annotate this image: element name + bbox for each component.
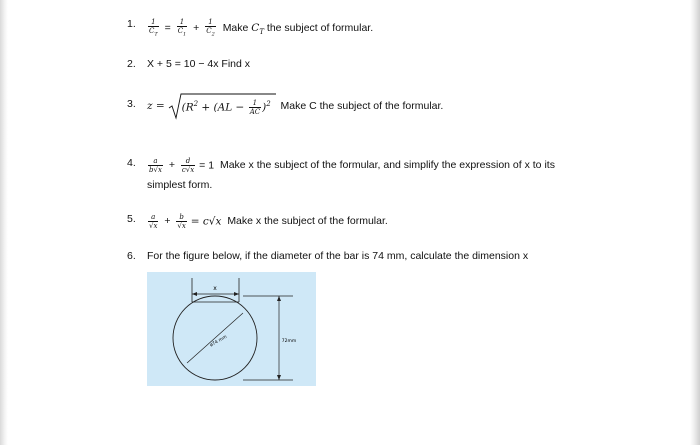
- page-edge-shadow-right: [690, 0, 700, 445]
- sqrt-content: ($R^2 + (AL$ − $\frac{1}{AC}$ )$^2$: [181, 99, 271, 116]
- question-4-continuation: simplest form.: [147, 179, 213, 191]
- question-body: [147, 157, 555, 174]
- instruction-text: Make: [222, 21, 252, 34]
- question-number: 6.: [127, 250, 136, 262]
- instruction-text-rest: the subject of formular.: [264, 21, 374, 34]
- question-number: 4.: [127, 157, 136, 169]
- question-number: 2.: [127, 58, 136, 70]
- fraction-b-over-root-x: $\frac{b}{√x}$: [177, 213, 186, 230]
- fraction-1-over-ct: $\frac{1}{C_T}$: [149, 18, 158, 38]
- fraction-a-over-b-root-x: $\frac{a}{b√x}$: [149, 157, 162, 174]
- instruction-text: Make x the subject of the formular.: [227, 215, 388, 228]
- bar-figure: [147, 272, 316, 386]
- page-edge-shadow-left: [0, 0, 8, 445]
- diameter-label: ø74 mm: [209, 334, 229, 349]
- lhs-z: z =: [147, 99, 165, 112]
- question-number: 5.: [127, 213, 136, 225]
- plus-sign: +: [164, 215, 171, 228]
- question-body: [147, 213, 388, 230]
- equals-sign: =: [164, 21, 171, 34]
- diameter-line: [187, 313, 243, 363]
- question-number: 1.: [127, 18, 136, 30]
- question-number: 3.: [127, 98, 136, 110]
- equals-one: = 1: [199, 159, 215, 172]
- question-body: [147, 92, 443, 120]
- rhs-c-root-x: = c√x: [190, 215, 222, 228]
- bar-diagram: [147, 272, 316, 386]
- fraction-1-over-ac: $\frac{1}{AC}$: [249, 99, 261, 116]
- x-dimension-label: x: [213, 285, 217, 292]
- square-root: [168, 92, 276, 120]
- plus-sign: +: [193, 21, 200, 34]
- fraction-a-over-root-x: $\frac{a}{√x}$: [149, 213, 158, 230]
- question-text: X + 5 = 10 − 4x Find x: [147, 58, 251, 70]
- height-dimension-label: 72mm: [281, 339, 297, 344]
- fraction-1-over-c2: $\frac{1}{C_2}$: [206, 18, 215, 38]
- instruction-text: Make C the subject of the formular.: [280, 99, 444, 112]
- question-body: [147, 18, 373, 39]
- variable-ct: $C_T$: [251, 21, 264, 37]
- question-text: For the figure below, if the diameter of the bar is 74 mm, calculate the dimension x: [147, 250, 529, 262]
- fraction-1-over-c1: $\frac{1}{C_1}$: [177, 18, 187, 38]
- fraction-d-over-c-root-x: $\frac{d}{c√x}$: [181, 157, 195, 174]
- instruction-text: Make x the subject of the formular, and simplify the expression of x to its: [219, 159, 555, 172]
- plus-sign: +: [168, 159, 175, 172]
